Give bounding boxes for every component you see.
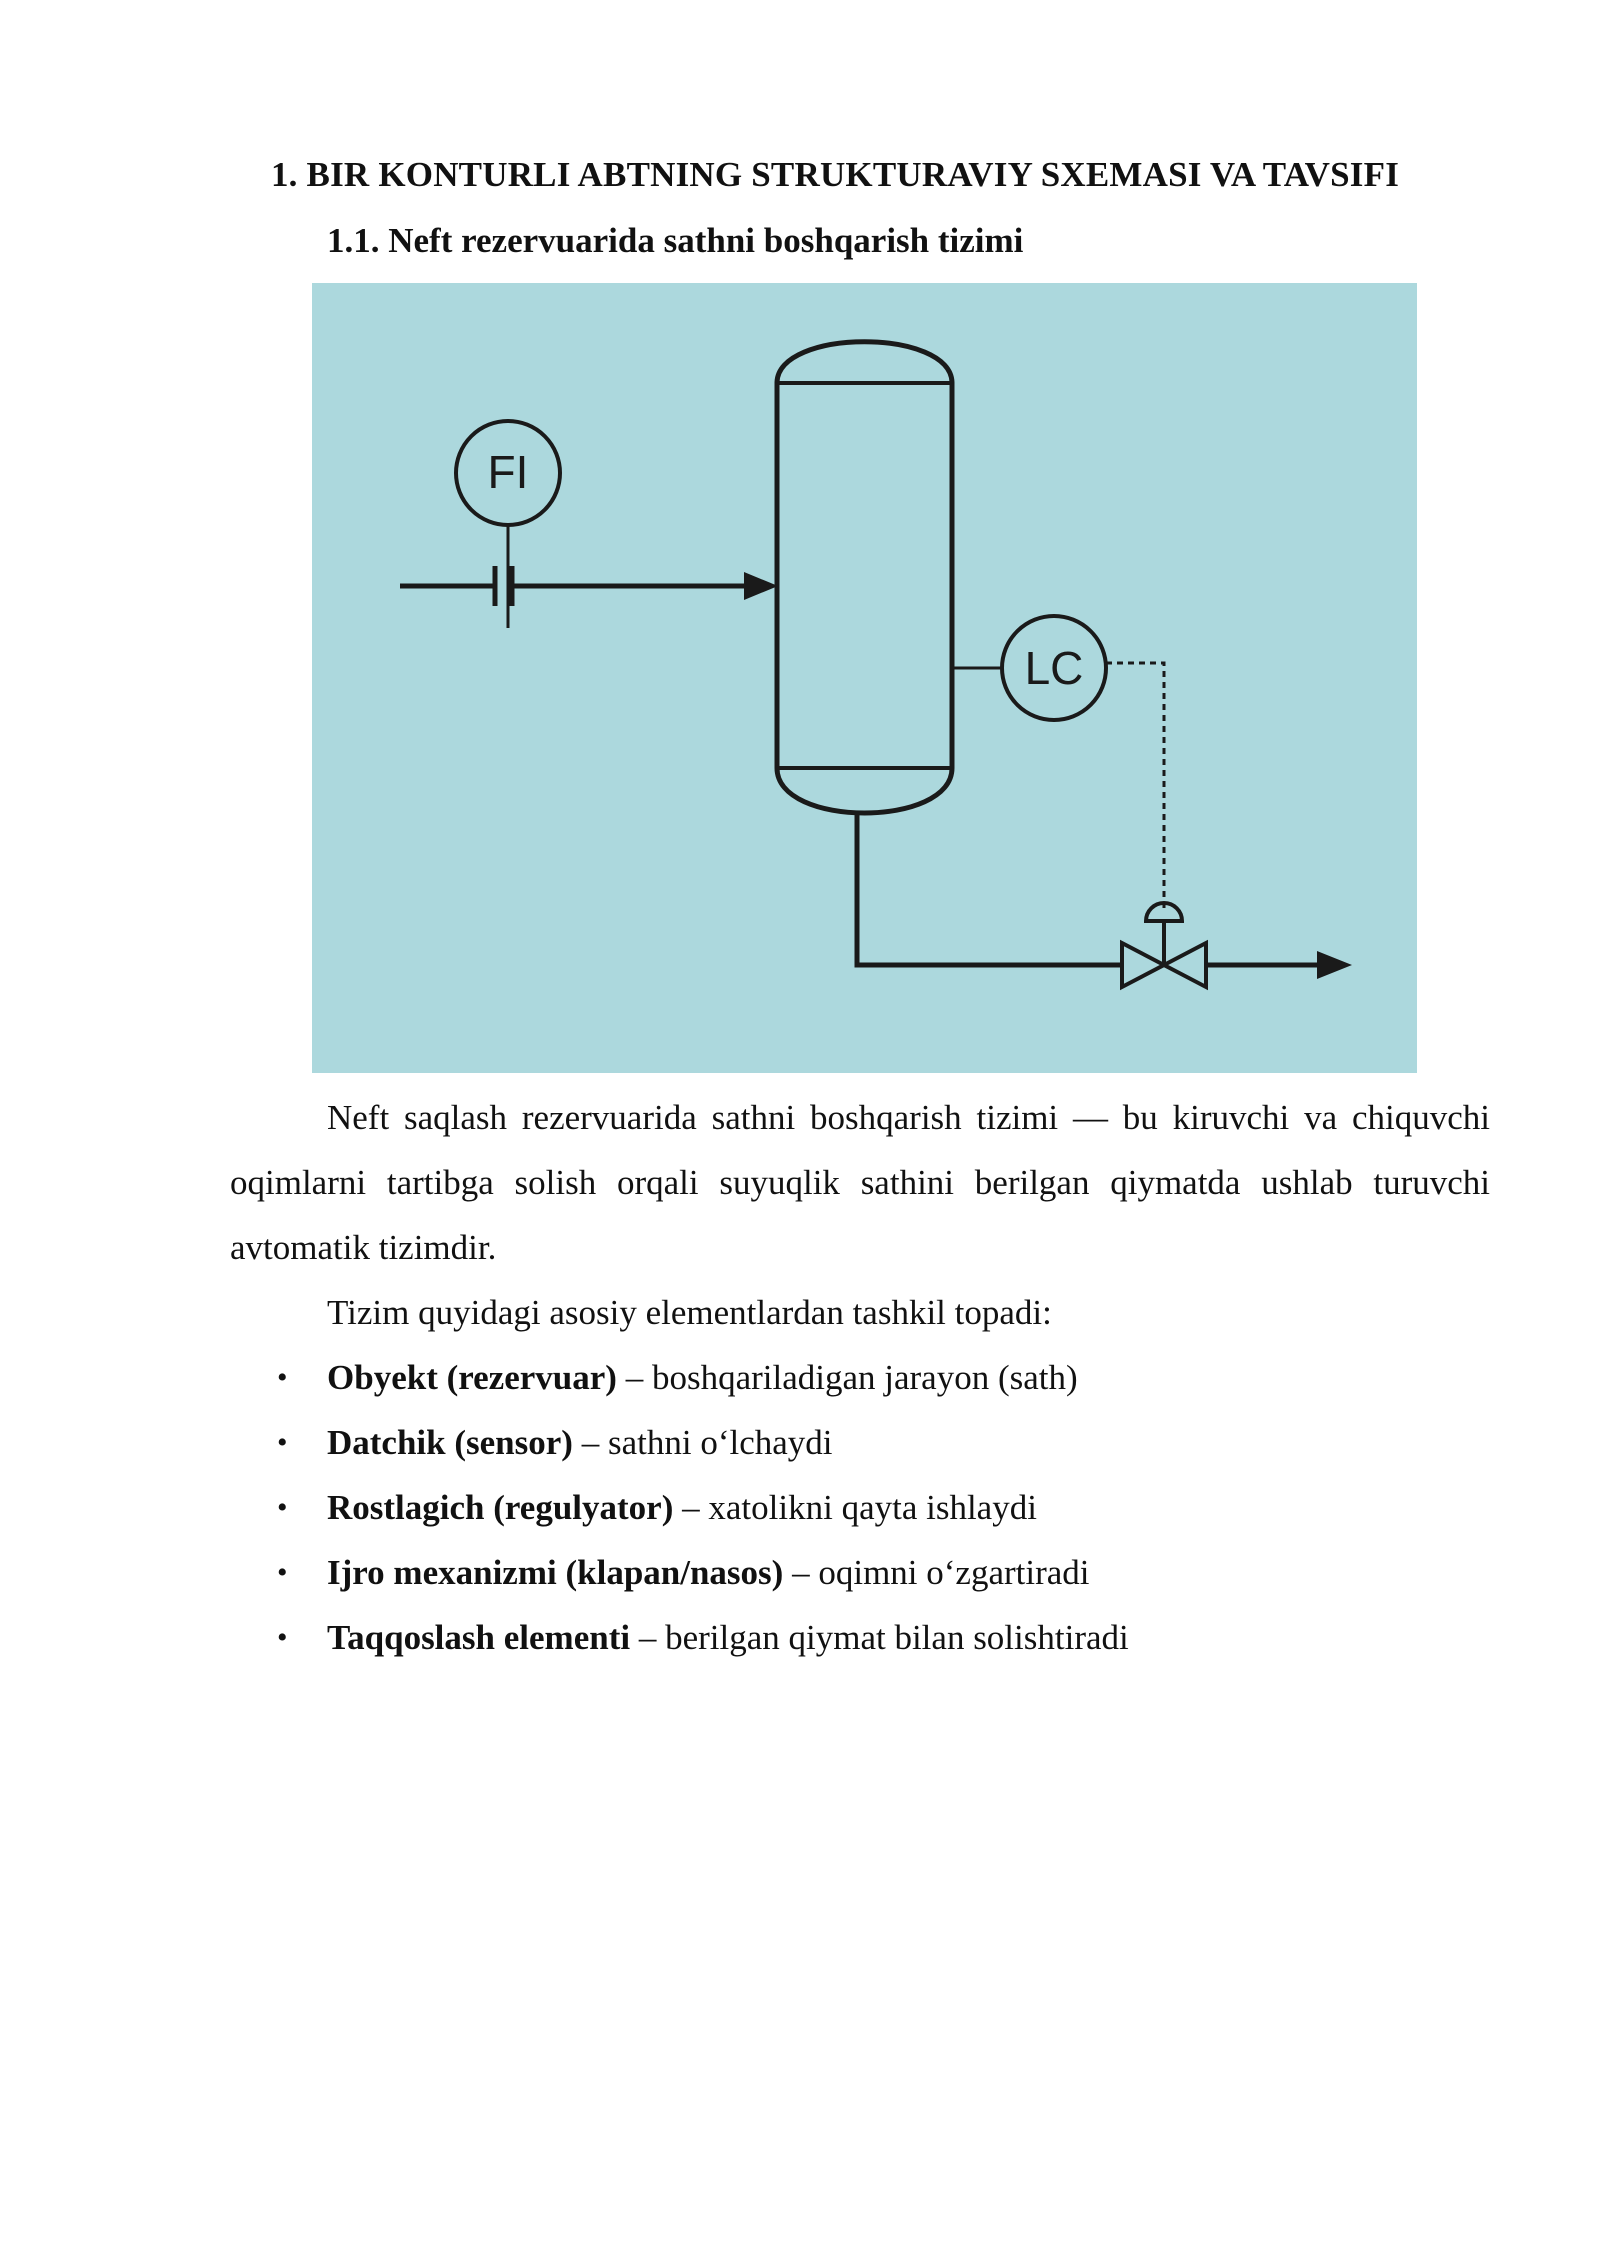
control-signal-line: [1106, 663, 1164, 909]
list-item: [0, 1475, 1600, 1540]
bullet-icon: •: [277, 1491, 288, 1524]
list-item-term: Obyekt (rezervuar): [327, 1358, 617, 1397]
list-item-term: Rostlagich (regulyator): [327, 1488, 674, 1527]
bullet-icon: •: [277, 1556, 288, 1589]
inlet-pipe: [400, 572, 778, 600]
bullet-icon: •: [277, 1361, 288, 1394]
list-item: [0, 1605, 1600, 1670]
list-item: [0, 1345, 1600, 1410]
level-control-diagram: [312, 283, 1417, 1073]
list-item-term: Datchik (sensor): [327, 1423, 573, 1462]
list-item: [0, 1410, 1600, 1475]
elements-intro: Tizim quyidagi asosiy elementlardan tashkil topadi:: [327, 1293, 1052, 1332]
outlet-pipe: [857, 813, 1352, 979]
list-item-term: Ijro mexanizmi (klapan/nasos): [327, 1553, 784, 1592]
list-item: [0, 1540, 1600, 1605]
elements-list: [0, 1345, 1600, 1670]
list-item-term: Taqqoslash elementi: [327, 1618, 631, 1657]
inlet-arrow-icon: [744, 572, 778, 600]
list-item-desc: – sathni o‘lchaydi: [572, 1423, 833, 1462]
bullet-icon: •: [277, 1621, 288, 1654]
list-item-desc: – xatolikni qayta ishlaydi: [673, 1488, 1037, 1527]
list-item-desc: – boshqariladigan jarayon (sath): [616, 1358, 1078, 1397]
fi-label: FI: [487, 446, 529, 498]
section-subheading: 1.1. Neft rezervuarida sathni boshqarish tizimi: [327, 221, 1024, 260]
description-paragraph: Neft saqlash rezervuarida sathni boshqarish tizimi — bu kiruvchi va chiquvchi oqimlarni tartibga solish orqali suyuqlik sathini berilgan qiymatda ushlab turuvchi avtomatik tizimdir.: [230, 1098, 1490, 1267]
list-item-desc: – berilgan qiymat bilan solishtiradi: [630, 1618, 1129, 1657]
lc-label: LC: [1024, 642, 1084, 694]
level-controller-instrument: [1002, 616, 1106, 720]
storage-tank: [777, 342, 952, 813]
orifice-plate-icon: [495, 525, 512, 628]
bullet-icon: •: [277, 1426, 288, 1459]
page-heading: 1. BIR KONTURLI ABTNING STRUKTURAVIY SXEMASI VA TAVSIFI: [270, 155, 1400, 194]
outlet-arrow-icon: [1317, 951, 1352, 979]
valve-actuator-icon: [1146, 903, 1182, 965]
flow-indicator-instrument: [456, 421, 560, 525]
list-item-desc: – oqimni o‘zgartiradi: [783, 1553, 1090, 1592]
